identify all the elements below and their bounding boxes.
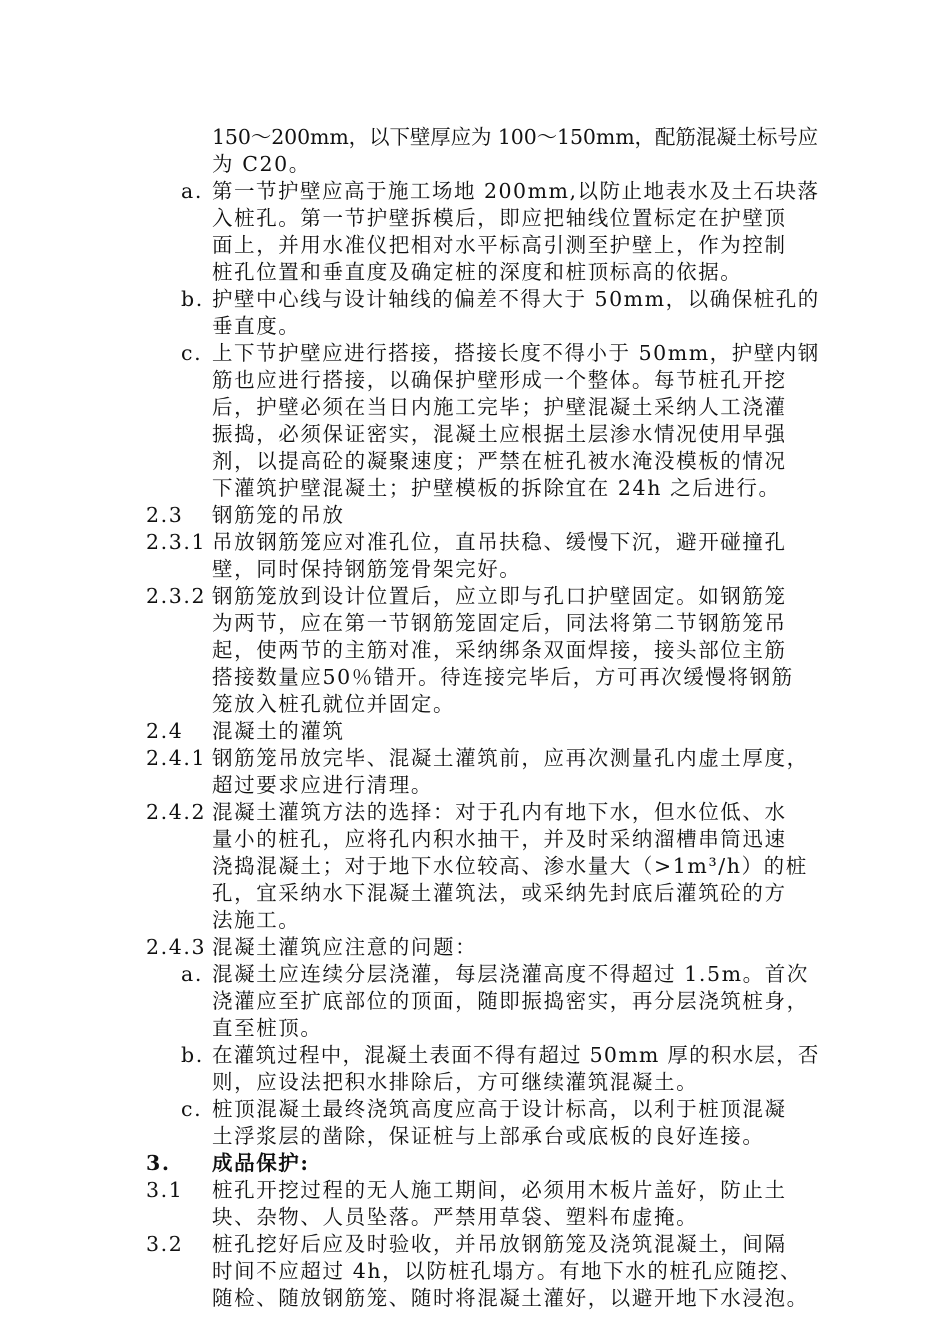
section-number: 2.4.1 (146, 746, 207, 770)
text-line: 桩顶混凝土最终浇筑高度应高于设计标高，以利于桩顶混凝 (212, 1097, 787, 1121)
section-heading: 混凝土的灌筑 (212, 719, 345, 743)
section-number: 2.3.2 (146, 584, 207, 608)
text-line: 面上，并用水准仪把相对水平标高引测至护壁上，作为控制 (212, 233, 787, 257)
item-label: b. (181, 287, 204, 311)
text-line: 筋也应进行搭接，以确保护壁形成一个整体。每节桩孔开挖 (212, 368, 787, 392)
text-line: 150～200mm，以下壁厚应为 100～150mm，配筋混凝土标号应 (212, 125, 819, 149)
text-line: 混凝土灌筑应注意的问题： (212, 935, 478, 959)
section-number: 2.4.3 (146, 935, 207, 959)
section-heading: 钢筋笼的吊放 (212, 503, 345, 527)
text-line: 笼放入桩孔就位并固定。 (212, 692, 456, 716)
text-line: 法施工。 (212, 908, 301, 932)
item-label: b. (181, 1043, 204, 1067)
text-line: 壁，同时保持钢筋笼骨架完好。 (212, 557, 522, 581)
text-line: 随检、随放钢筋笼、随时将混凝土灌好，以避开地下水浸泡。 (212, 1286, 809, 1310)
section-number: 2.4.2 (146, 800, 207, 824)
text-line: 入桩孔。第一节护壁拆模后，即应把轴线位置标定在护壁顶 (212, 206, 787, 230)
section-number: 3.2 (146, 1232, 184, 1256)
text-line: 量小的桩孔，应将孔内积水抽干，并及时采纳溜槽串筒迅速 (212, 827, 787, 851)
text-line: 护壁中心线与设计轴线的偏差不得大于 50mm，以确保桩孔的 (212, 287, 820, 311)
item-label: c. (181, 341, 203, 365)
text-line: 在灌筑过程中，混凝土表面不得有超过 50mm 厚的积水层，否 (212, 1043, 820, 1067)
text-line: 搭接数量应50％错开。待连接完毕后，方可再次缓慢将钢筋 (212, 665, 794, 689)
section-number: 3. (146, 1151, 171, 1175)
section-number: 2.3.1 (146, 530, 207, 554)
text-line: 孔，宜采纳水下混凝土灌筑法，或采纳先封底后灌筑砼的方 (212, 881, 787, 905)
text-line: 超过要求应进行清理。 (212, 773, 433, 797)
section-number: 3.1 (146, 1178, 184, 1202)
section-number: 2.3 (146, 503, 184, 527)
text-line: 桩孔挖好后应及时验收，并吊放钢筋笼及浇筑混凝土，间隔 (212, 1232, 787, 1256)
text-line: 则，应设法把积水排除后，方可继续灌筑混凝土。 (212, 1070, 699, 1094)
section-heading: 成品保护: (212, 1151, 310, 1175)
text-line: 桩孔开挖过程的无人施工期间，必须用木板片盖好，防止土 (212, 1178, 787, 1202)
text-line: 为两节，应在第一节钢筋笼固定后，同法将第二节钢筋笼吊 (212, 611, 787, 635)
text-line: 桩孔位置和垂直度及确定桩的深度和桩顶标高的依据。 (212, 260, 743, 284)
text-line: 浇捣混凝土；对于地下水位较高、渗水量大（>1m³/h）的桩 (212, 854, 808, 878)
text-line: 钢筋笼吊放完毕、混凝土灌筑前，应再次测量孔内虚土厚度， (212, 746, 809, 770)
text-line: 钢筋笼放到设计位置后，应立即与孔口护壁固定。如钢筋笼 (212, 584, 787, 608)
text-line: 振捣，必须保证密实，混凝土应根据土层渗水情况使用早强 (212, 422, 787, 446)
text-line: 起，使两节的主筋对准，采纳绑条双面焊接，接头部位主筋 (212, 638, 787, 662)
text-line: 上下节护壁应进行搭接，搭接长度不得小于 50mm，护壁内钢 (212, 341, 820, 365)
section-number: 2.4 (146, 719, 184, 743)
text-line: 时间不应超过 4h，以防桩孔塌方。有地下水的桩孔应随挖、 (212, 1259, 803, 1283)
item-label: c. (181, 1097, 203, 1121)
text-line: 第一节护壁应高于施工场地 200mm,以防止地表水及土石块落 (212, 179, 820, 203)
text-line: 混凝土灌筑方法的选择：对于孔内有地下水，但水位低、水 (212, 800, 787, 824)
text-line: 直至桩顶。 (212, 1016, 323, 1040)
item-label: a. (181, 179, 203, 203)
text-line: 块、杂物、人员坠落。严禁用草袋、塑料布虚掩。 (212, 1205, 699, 1229)
text-line: 后，护壁必须在当日内施工完毕；护壁混凝土采纳人工浇灌 (212, 395, 787, 419)
text-line: 垂直度。 (212, 314, 301, 338)
item-label: a. (181, 962, 203, 986)
text-line: 浇灌应至扩底部位的顶面，随即振捣密实，再分层浇筑桩身， (212, 989, 809, 1013)
text-line: 剂，以提高砼的凝聚速度；严禁在桩孔被水淹没模板的情况 (212, 449, 787, 473)
text-line: 吊放钢筋笼应对准孔位，直吊扶稳、缓慢下沉，避开碰撞孔 (212, 530, 787, 554)
text-line: 混凝土应连续分层浇灌，每层浇灌高度不得超过 1.5m。首次 (212, 962, 809, 986)
text-line: 为 C20。 (212, 152, 311, 176)
text-line: 土浮浆层的凿除，保证桩与上部承台或底板的良好连接。 (212, 1124, 765, 1148)
text-line: 下灌筑护壁混凝土；护壁模板的拆除宜在 24h 之后进行。 (212, 476, 781, 500)
